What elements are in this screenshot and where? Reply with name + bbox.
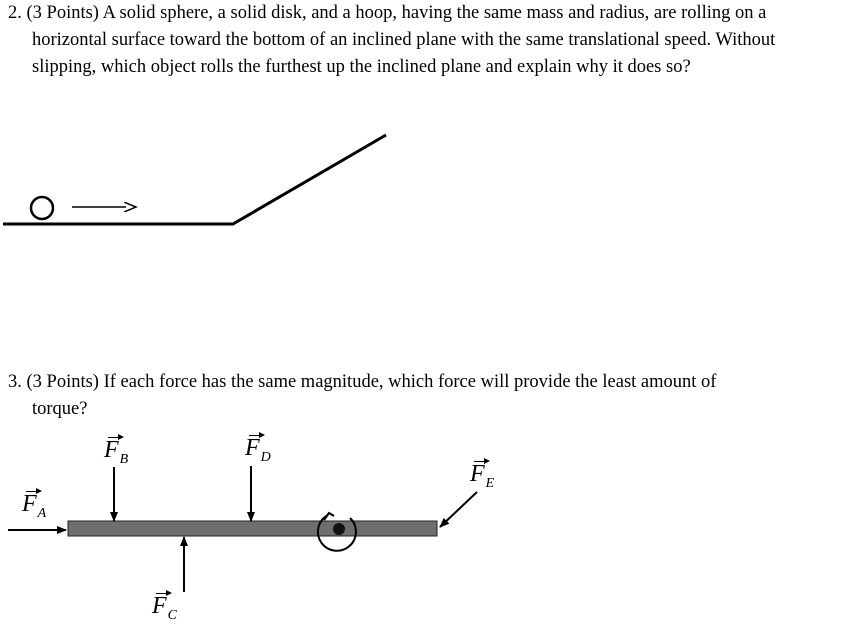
vector-arrow-icon bbox=[26, 491, 40, 492]
force-b-label: $F_B$ bbox=[104, 437, 129, 467]
rod bbox=[68, 521, 437, 536]
vector-arrow-icon bbox=[108, 437, 122, 438]
vector-arrow-icon bbox=[249, 435, 263, 436]
force-d-label: $F_D$ bbox=[245, 435, 271, 465]
force-a-label: $F_A$ bbox=[22, 491, 47, 521]
force-e-arrow bbox=[440, 492, 477, 527]
incline-line bbox=[233, 135, 386, 224]
vector-arrow-icon bbox=[156, 593, 170, 594]
q2-line-3: slipping, which object rolls the furthest up the inclined plane and explain why it does so? bbox=[32, 57, 691, 77]
q2-line-1: 2. (3 Points) A solid sphere, a solid disk, and a hoop, having the same mass and radius, are rolling on a bbox=[8, 3, 767, 23]
torque-diagram bbox=[8, 466, 477, 592]
q3-line-1: 3. (3 Points) If each force has the same magnitude, which force will provide the least amount of bbox=[8, 372, 717, 392]
question-3-text bbox=[8, 369, 854, 423]
rolling-object bbox=[31, 197, 53, 219]
q3-line-2: torque? bbox=[32, 399, 88, 419]
vector-arrow-icon bbox=[474, 461, 488, 462]
force-c-label: $F_C$ bbox=[152, 593, 178, 623]
q2-line-2: horizontal surface toward the bottom of an inclined plane with the same translational speed. Without bbox=[32, 30, 776, 50]
pivot-point bbox=[333, 523, 345, 535]
force-e-label: $F_E$ bbox=[470, 461, 495, 491]
